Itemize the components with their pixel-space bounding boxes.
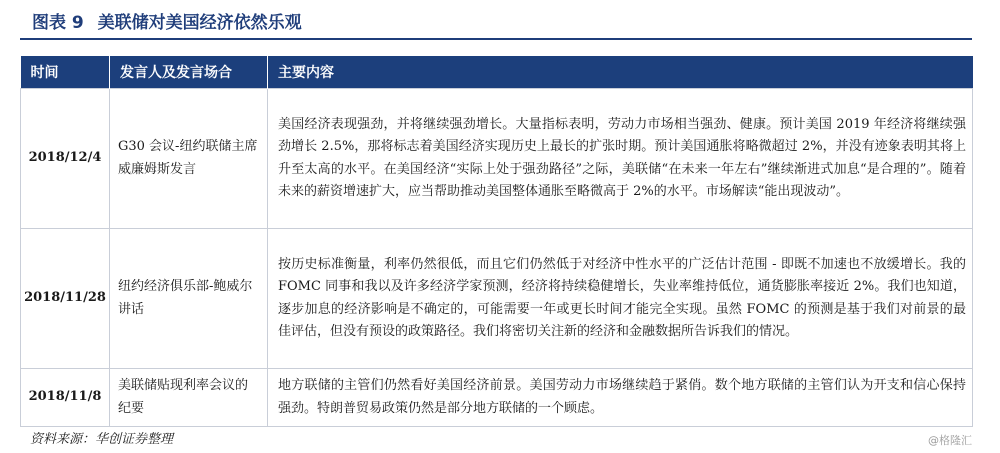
- row-content: 按历史标准衡量，利率仍然很低，而且它们仍然低于对经济中性水平的广泛估计范围 - 即既不加速也不放缓增长。我的 FOMC 同事和我以及许多经济学家预测，经济将持续稳健增长，失业率维持低位，通货膨胀率接近 2%。我们也知道，逐步加息的经济影响是不确定的，可能需要一年或更长时间才能完全实现。虽然 FOMC 的预测是基于我们对前景的最佳评估，但没有预设的政策路径。我们将密切关注新的经济和金融数据所告诉我们的情况。: [268, 229, 973, 369]
- figure-title: [32, 8, 310, 33]
- figure-title-text: 美联储对美国经济依然乐观: [97, 13, 302, 33]
- row-date: 2018/11/8: [21, 369, 110, 427]
- header-date: 时间: [21, 56, 110, 89]
- row-date: 2018/11/28: [21, 229, 110, 369]
- row-content: 美国经济表现强劲，并将继续强劲增长。大量指标表明，劳动力市场相当强劲、健康。预计美国 2019 年经济将继续强劲增长 2.5%，那将标志着美国经济实现历史上最长的扩张时期。预计美国通胀将略微超过 2%，并没有迹象表明其将上升至太高的水平。在美国经济“实际上处于强劲路径”之际，美联储“在未来一年左右”继续渐进式加息“是合理的”。随着未来的薪资增速扩大，应当帮助推动美国整体通胀至略微高于 2%的水平。市场解读“能出现波动”。: [268, 89, 973, 229]
- figure-label: 图表 9: [32, 13, 84, 33]
- source-note: 资料来源：华创证券整理: [30, 432, 174, 447]
- table-row: [21, 229, 973, 369]
- row-speaker: G30 会议-纽约联储主席威廉姆斯发言: [110, 89, 268, 229]
- table-row: [21, 89, 973, 229]
- row-date: 2018/12/4: [21, 89, 110, 229]
- table-header-row: [21, 56, 973, 89]
- title-divider: [20, 38, 972, 40]
- table-row: [21, 369, 973, 427]
- row-speaker: 纽约经济俱乐部-鲍威尔讲话: [110, 229, 268, 369]
- watermark: @格隆汇: [928, 434, 972, 447]
- speech-table: [20, 56, 973, 427]
- header-speaker: 发言人及发言场合: [110, 56, 268, 89]
- header-content: 主要内容: [268, 56, 973, 89]
- row-speaker: 美联储贴现利率会议的纪要: [110, 369, 268, 427]
- row-content: 地方联储的主管们仍然看好美国经济前景。美国劳动力市场继续趋于紧俏。数个地方联储的主管们认为开支和信心保持强劲。特朗普贸易政策仍然是部分地方联储的一个顾虑。: [268, 369, 973, 427]
